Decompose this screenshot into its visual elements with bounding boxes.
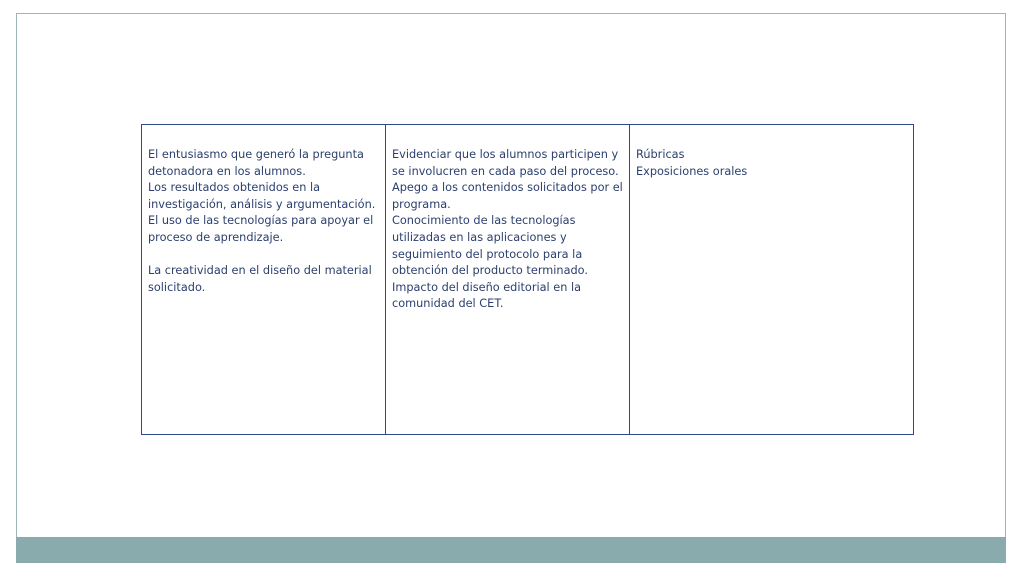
table-cell-criteria <box>386 125 630 435</box>
table-cell-instruments <box>630 125 914 435</box>
table-cell-aspects <box>142 125 386 435</box>
footer-band <box>16 537 1006 563</box>
cell-paragraph: Impacto del diseño editorial en la comunidad del CET. <box>392 280 585 311</box>
cell-paragraph: Apego a los contenidos solicitados por el programa. <box>392 181 623 211</box>
evaluation-table <box>141 124 914 435</box>
cell-paragraph: El uso de las tecnologías para apoyar el proceso de aprendizaje. <box>148 214 374 244</box>
cell-paragraph: Los resultados obtenidos en la investigación, análisis y argumentación. <box>148 181 376 211</box>
cell-paragraph: Exposiciones orales <box>636 164 748 178</box>
cell-paragraph: Conocimiento de las tecnologías utilizadas en las aplicaciones y seguimiento del protocolo para la obtención del producto terminado. <box>392 214 588 278</box>
cell-paragraph: El entusiasmo que generó la pregunta detonadora en los alumnos. <box>148 148 364 178</box>
table-row <box>142 125 914 435</box>
cell-paragraph: Evidenciar que los alumnos participen y se involucren en cada paso del proceso. <box>392 148 622 178</box>
cell-paragraph: La creatividad en el diseño del material solicitado. <box>148 264 376 294</box>
cell-paragraph: Rúbricas <box>636 148 685 161</box>
